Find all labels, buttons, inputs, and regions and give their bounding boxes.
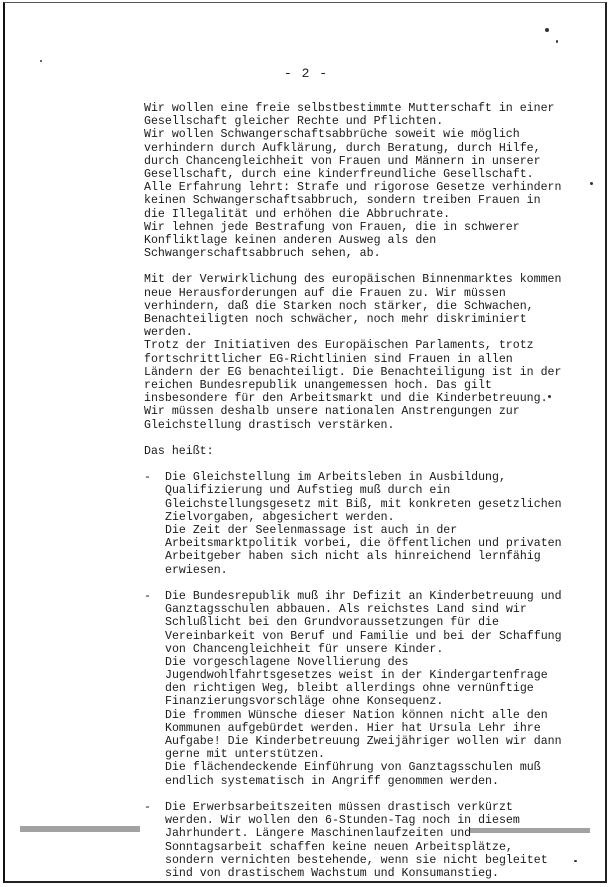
- text-line: Aufgabe! Die Kinderbetreuung Zweijähriger wollen wir dann: [165, 735, 562, 748]
- text-line: Schlußlicht bei den Grundvoraussetzungen für die: [165, 616, 499, 630]
- text-line: Jahrhundert. Längere Maschinenlaufzeiten und: [165, 827, 472, 841]
- text-line: Schwangerschaftsabbruch sehen, ab.: [144, 247, 381, 261]
- text-line: Die flächendeckende Einführung von Ganztagsschulen muß: [165, 761, 541, 775]
- text-line: erwiesen.: [165, 563, 228, 577]
- text-line: insbesondere für den Arbeitsmarkt und die Kinderbetreuung.: [144, 392, 548, 406]
- scan-speck: [574, 860, 577, 862]
- bullet-dash: -: [144, 800, 151, 814]
- text-line: neue Herausforderungen auf die Frauen zu. Wir müssen: [144, 286, 506, 300]
- text-line: sind von drastischem Wachstum und Konsumanstieg.: [165, 866, 499, 880]
- text-line: Zielvorgaben, abgesichert werden.: [165, 510, 395, 524]
- text-line: Gesellschaft gleicher Rechte und Pflichten.: [144, 115, 444, 129]
- text-line: Benachteiligten noch schwächer, noch mehr diskriminiert: [144, 313, 527, 326]
- text-line: Wir lehnen jede Bestrafung von Frauen, die in schwerer: [144, 220, 520, 234]
- bullet-dash: -: [144, 471, 151, 485]
- text-line: werden.: [144, 326, 193, 340]
- text-line: keinen Schwangerschaftsabbruch, sondern treiben Frauen in: [144, 194, 541, 208]
- text-line: Wir müssen deshalb unsere nationalen Anstrengungen zur: [144, 405, 520, 419]
- text-line: gerne mit unterstützen.: [165, 748, 326, 762]
- text-line: Trotz der Initiativen des Europäischen Parlaments, trotz: [144, 339, 534, 353]
- text-line: Sonntagsarbeit schaffen keine neuen Arbeitsplätze,: [165, 840, 513, 854]
- text-line: Ländern der EG benachteiligt. Die Benachteiligung ist in der: [144, 365, 562, 379]
- bullet-dash: -: [144, 589, 151, 603]
- text-line: von Chancengleichheit für unsere Kinder.: [165, 642, 444, 656]
- section-heading: Das heißt:: [144, 444, 214, 458]
- text-line: Die Zeit der Seelenmassage ist auch in der: [165, 524, 458, 537]
- bullet-equality-work: [144, 471, 574, 577]
- text-line: Mit der Verwirklichung des europäischen Binnenmarktes kommen: [144, 273, 562, 287]
- text-line: Gleichstellungsgesetz mit Biß, mit konkreten gesetzlichen: [165, 497, 562, 511]
- text-line: Ganztagsschulen abbauen. Als reichstes Land sind wir: [165, 603, 527, 617]
- text-line: verhindern durch Aufklärung, durch Beratung, durch Hilfe,: [144, 141, 541, 155]
- paragraph-motherhood: [144, 102, 574, 260]
- text-line: Die Erwerbsarbeitszeiten müssen drastisch verkürzt: [165, 800, 513, 814]
- page-number: - 2 -: [283, 66, 328, 81]
- text-line: Arbeitgeber haben sich nicht als hinreichend lernfähig: [165, 550, 541, 564]
- bullet-working-hours: [144, 801, 574, 880]
- text-line: Gleichstellung drastisch verstärken.: [144, 418, 395, 432]
- text-line: Vereinbarkeit von Beruf und Familie und bei der Schaffung: [165, 629, 562, 643]
- text-line: Wir wollen Schwangerschaftsabbrüche soweit wie möglich: [144, 128, 520, 142]
- text-line: verhindern, daß die Starken noch stärker, die Schwachen,: [144, 299, 534, 313]
- text-line: Kommunen aufgebürdet werden. Hier hat Ursula Lehr ihre: [165, 721, 541, 735]
- scan-speck: [590, 182, 593, 185]
- text-line: Die Bundesrepublik muß ihr Defizit an Kinderbetreuung und: [165, 589, 562, 603]
- text-line: Gesellschaft, durch eine kinderfreundliche Gesellschaft.: [144, 167, 534, 181]
- text-line: Arbeitsmarktpolitik vorbei, die öffentlichen und privaten: [165, 537, 562, 551]
- text-line: Qualifizierung und Aufstieg muß durch ein: [165, 484, 451, 498]
- text-line: endlich systematisch in Angriff genommen werden.: [165, 774, 499, 788]
- text-line: durch Chancengleichheit von Frauen und Männern in unserer: [144, 154, 541, 168]
- text-line: Finanzierungsvorschläge ohne Konsequenz.: [165, 695, 444, 709]
- text-line: den richtigen Weg, bleibt allerdings ohne vernünftige: [165, 682, 534, 696]
- scan-speck: [545, 28, 549, 32]
- document-body: [144, 102, 574, 880]
- text-line: sondern vernichten bestehende, wenn sie nicht begleitet: [165, 853, 548, 867]
- paragraph-internal-market: [144, 273, 574, 431]
- text-line: werden. Wir wollen den 6-Stunden-Tag noch in diesem: [165, 814, 520, 828]
- bullet-childcare: [144, 590, 574, 788]
- scan-speck: [40, 60, 42, 62]
- text-line: reichen Bundesrepublik unangemessen hoch. Das gilt: [144, 378, 492, 392]
- scan-smear: [20, 826, 140, 832]
- text-line: Konfliktlage keinen anderen Ausweg als den: [144, 233, 437, 247]
- text-line: Die vorgeschlagene Novellierung des: [165, 655, 409, 669]
- text-line: Alle Erfahrung lehrt: Strafe und rigorose Gesetze verhindern: [144, 181, 562, 195]
- text-line: Die frommen Wünsche dieser Nation können nicht alle den: [165, 708, 548, 722]
- text-line: die Illegalität und erhöhen die Abbruchrate.: [144, 207, 451, 221]
- scan-speck: [556, 40, 558, 43]
- text-line: Die Gleichstellung im Arbeitsleben in Ausbildung,: [165, 471, 506, 485]
- text-line: fortschrittlicher EG-Richtlinien sind Frauen in allen: [144, 352, 513, 366]
- text-line: Jugendwohlfahrtsgesetzes weist in der Kindergartenfrage: [165, 669, 548, 683]
- text-line: Wir wollen eine freie selbstbestimmte Mutterschaft in einer: [144, 102, 555, 115]
